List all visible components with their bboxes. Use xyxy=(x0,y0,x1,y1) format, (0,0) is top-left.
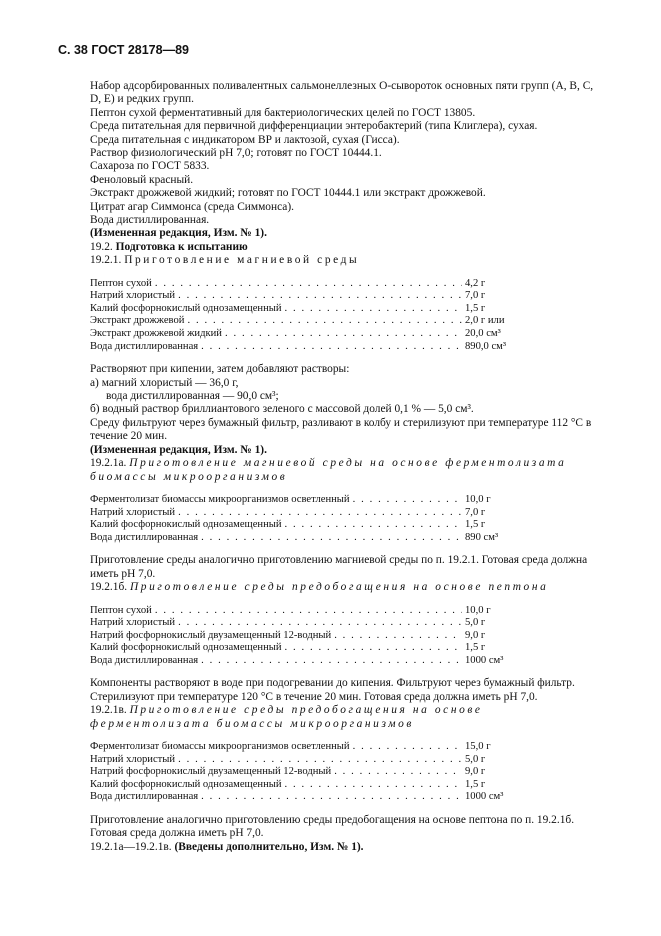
table-row xyxy=(90,532,545,545)
ingredient-amount: 1000 см³ xyxy=(465,791,504,803)
dot-leader xyxy=(178,290,462,303)
ingredient-name: Вода дистиллированная xyxy=(90,340,199,352)
paragraph: Компоненты растворяют в воде при подогревании до кипения. Фильтруют через бумажный фильтр. Стерилизуют при температуре 120 °С в течение 20 мин. Готовая среда должна иметь рН 7,0. xyxy=(90,677,575,703)
dot-leader xyxy=(178,507,462,520)
dot-leader xyxy=(201,655,462,668)
ingredient-amount: 1,5 г xyxy=(465,302,486,314)
ingredient-amount: 9,0 г xyxy=(465,766,486,778)
recipe-table-3 xyxy=(90,605,545,668)
table-row xyxy=(90,655,545,668)
ingredient-amount: 4,2 г xyxy=(465,277,486,289)
section-heading-19-2-1 xyxy=(90,254,600,267)
ingredient-name: Вода дистиллированная xyxy=(90,791,199,803)
ingredient-name: Экстракт дрожжевой xyxy=(90,315,185,327)
section-heading-19-2-1a xyxy=(90,457,600,484)
ingredient-amount: 7,0 г xyxy=(465,290,486,302)
dot-leader xyxy=(334,766,462,779)
dot-leader xyxy=(285,779,462,792)
ingredient-amount: 7,0 г xyxy=(465,506,486,518)
table-row xyxy=(90,617,545,630)
dot-leader xyxy=(285,642,462,655)
ingredient-amount: 20,0 см³ xyxy=(465,328,501,340)
final-note xyxy=(90,841,600,854)
table-row xyxy=(90,766,545,779)
section-number: 19.2.1а. xyxy=(90,457,127,470)
ingredient-amount: 890,0 см³ xyxy=(465,340,507,352)
table-row xyxy=(90,519,545,532)
ingredient-amount: 10,0 г xyxy=(465,493,491,505)
ingredient-amount: 9,0 г xyxy=(465,629,486,641)
ingredient-name: Натрий хлористый xyxy=(90,290,176,302)
intro-line: Среда питательная для первичной дифференциации энтеробактерий (типа Клиглера), сухая. xyxy=(90,120,538,133)
table-row xyxy=(90,642,545,655)
ingredient-name: Вода дистиллированная xyxy=(90,531,199,543)
list-item: б) водный раствор бриллиантового зеленого с массовой долей 0,1 % — 5,0 см³. xyxy=(90,403,474,416)
ingredient-name: Вода дистиллированная xyxy=(90,654,199,666)
intro-line: Набор адсорбированных поливалентных сальмонеллезных О-сывороток основных пяти групп (А, В, С, D, Е) и редких групп. xyxy=(90,80,594,106)
paragraph: Среду фильтруют через бумажный фильтр, разливают в колбу и стерилизуют при температуре 112 °С в течение 20 мин. xyxy=(90,416,592,443)
table-row xyxy=(90,494,545,507)
table-row xyxy=(90,303,545,316)
document-body xyxy=(90,80,600,854)
table-row xyxy=(90,605,545,618)
table-row xyxy=(90,290,545,303)
dot-leader xyxy=(334,630,462,643)
dot-leader xyxy=(155,605,462,618)
section-title: Приготовление магниевой среды xyxy=(124,254,360,267)
dot-leader xyxy=(225,328,462,341)
amendment-note: (Измененная редакция, Изм. № 1). xyxy=(90,227,267,240)
dot-leader xyxy=(285,519,462,532)
section-number: 19.2.1а—19.2.1в. xyxy=(90,840,172,853)
table-row xyxy=(90,741,545,754)
table-row xyxy=(90,278,545,291)
section-title: Приготовление среды предобогащения на основе пептона xyxy=(129,581,549,594)
ingredient-name: Калий фосфорнокислый однозамещенный xyxy=(90,302,282,314)
ingredient-name: Калий фосфорнокислый однозамещенный xyxy=(90,778,282,790)
paragraph: Растворяют при кипении, затем добавляют растворы: xyxy=(90,363,350,376)
intro-line: Сахароза по ГОСТ 5833. xyxy=(90,160,210,173)
dot-leader xyxy=(155,278,462,291)
dot-leader xyxy=(353,741,462,754)
paragraph: Приготовление среды аналогично приготовлению магниевой среды по п. 19.2.1. Готовая среда должна иметь рН 7,0. xyxy=(90,554,588,580)
intro-line: Среда питательная с индикатором ВР и лактозой, сухая (Гисса). xyxy=(90,133,400,146)
section-heading-19-2-1v xyxy=(90,704,600,731)
list-item: вода дистиллированная — 90,0 см³; xyxy=(106,390,279,403)
section-title: Приготовление среды предобогащения на основе ферментолизата биомассы микроорганизмов xyxy=(90,704,483,730)
ingredient-name: Ферментолизат биомассы микроорганизмов осветленный xyxy=(90,741,350,753)
ingredient-amount: 5,0 г xyxy=(465,753,486,765)
ingredient-amount: 1000 см³ xyxy=(465,654,504,666)
ingredient-name: Натрий хлористый xyxy=(90,617,176,629)
intro-line: Вода дистиллированная. xyxy=(90,214,210,227)
ingredient-name: Натрий фосфорнокислый двузамещенный 12-водный xyxy=(90,629,332,641)
intro-line: Раствор физиологический рН 7,0; готовят по ГОСТ 10444.1. xyxy=(90,147,382,160)
ingredient-name: Пептон сухой xyxy=(90,277,152,289)
ingredient-name: Натрий хлористый xyxy=(90,753,176,765)
dot-leader xyxy=(201,532,462,545)
section-title: Подготовка к испытанию xyxy=(115,240,248,253)
ingredient-amount: 10,0 г xyxy=(465,604,491,616)
dot-leader xyxy=(178,754,462,767)
intro-line: Экстракт дрожжевой жидкий; готовят по ГОСТ 10444.1 или экстракт дрожжевой. xyxy=(90,187,486,200)
table-row xyxy=(90,328,545,341)
recipe-table-4 xyxy=(90,741,545,804)
amendment-note: (Измененная редакция, Изм. № 1). xyxy=(90,443,267,456)
ingredient-name: Пептон сухой xyxy=(90,604,152,616)
ingredient-name: Натрий фосфорнокислый двузамещенный 12-водный xyxy=(90,766,332,778)
table-row xyxy=(90,315,545,328)
section-number: 19.2. xyxy=(90,240,113,253)
table-row xyxy=(90,630,545,643)
table-row xyxy=(90,341,545,354)
solution-list xyxy=(90,377,600,417)
table-row xyxy=(90,779,545,792)
dot-leader xyxy=(353,494,462,507)
amendment-note: (Введены дополнительно, Изм. № 1). xyxy=(174,840,364,853)
ingredient-name: Калий фосфорнокислый однозамещенный xyxy=(90,642,282,654)
intro-line: Пептон сухой ферментативный для бактериологических целей по ГОСТ 13805. xyxy=(90,106,476,119)
section-title: Приготовление магниевой среды на основе ферментолизата биомассы микроорганизмов xyxy=(90,457,567,483)
section-number: 19.2.1б. xyxy=(90,581,128,594)
ingredient-amount: 1,5 г xyxy=(465,778,486,790)
intro-line: Феноловый красный. xyxy=(90,173,194,186)
table-row xyxy=(90,754,545,767)
section-heading-19-2 xyxy=(90,241,600,254)
ingredient-amount: 1,5 г xyxy=(465,519,486,531)
section-number: 19.2.1. xyxy=(90,254,122,267)
section-number: 19.2.1в. xyxy=(90,704,127,717)
page-header: С. 38 ГОСТ 28178—89 xyxy=(58,43,189,57)
dot-leader xyxy=(285,303,462,316)
ingredient-name: Калий фосфорнокислый однозамещенный xyxy=(90,519,282,531)
list-item: а) магний хлористый — 36,0 г, xyxy=(90,376,239,389)
recipe-table-1 xyxy=(90,278,545,354)
ingredient-amount: 15,0 г xyxy=(465,741,491,753)
ingredient-name: Натрий хлористый xyxy=(90,506,176,518)
table-row xyxy=(90,507,545,520)
ingredient-amount: 1,5 г xyxy=(465,642,486,654)
ingredient-amount: 5,0 г xyxy=(465,617,486,629)
intro-block xyxy=(90,80,600,227)
intro-line: Цитрат агар Симмонса (среда Симмонса). xyxy=(90,200,294,213)
dot-leader xyxy=(178,617,462,630)
ingredient-amount: 890 см³ xyxy=(465,531,499,543)
dot-leader xyxy=(201,341,462,354)
dot-leader xyxy=(201,791,462,804)
section-heading-19-2-1b xyxy=(90,581,600,594)
ingredient-name: Ферментолизат биомассы микроорганизмов осветленный xyxy=(90,493,350,505)
ingredient-name: Экстракт дрожжевой жидкий xyxy=(90,328,222,340)
dot-leader xyxy=(187,315,462,328)
ingredient-amount: 2,0 г или xyxy=(465,315,505,327)
paragraph: Приготовление аналогично приготовлению среды предобогащения на основе пептона по п. 19.2.1б. Готовая среда должна иметь рН 7,0. xyxy=(90,814,575,840)
table-row xyxy=(90,791,545,804)
recipe-table-2 xyxy=(90,494,545,544)
